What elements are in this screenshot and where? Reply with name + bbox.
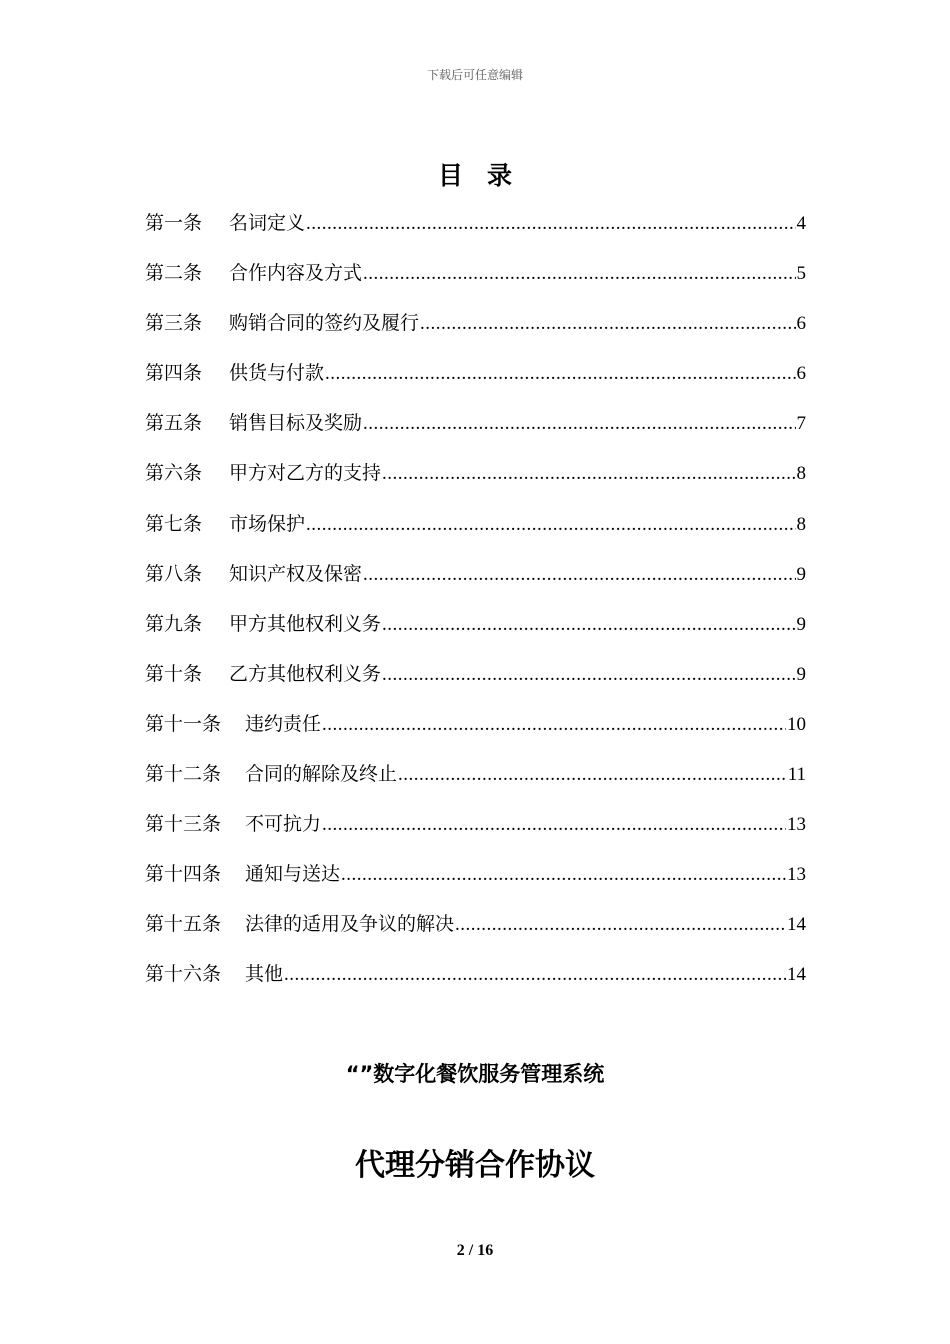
toc-entry-label: 甲方其他权利义务 [229, 612, 382, 635]
toc-entry[interactable] [145, 549, 806, 599]
toc-entry[interactable] [145, 499, 806, 549]
page-number: 2 / 16 [456, 1242, 494, 1259]
toc-entry[interactable] [145, 298, 806, 348]
toc-entry-label: 销售目标及奖励 [229, 412, 363, 435]
toc-leader-dots [382, 449, 795, 499]
toc-entry-page: 5 [796, 263, 806, 285]
toc-entry-page: 10 [787, 713, 806, 735]
toc-entry[interactable] [145, 949, 806, 999]
toc-leader-dots [420, 299, 795, 349]
toc-entry[interactable] [145, 448, 806, 498]
toc-entry-number: 第十三条 [145, 813, 222, 836]
toc-entry-number: 第二条 [145, 262, 203, 285]
header-note: 下载后可任意编辑 [426, 68, 523, 82]
toc-entry-label: 甲方对乙方的支持 [229, 462, 382, 485]
toc-leader-dots [382, 650, 795, 700]
toc-entry-page: 6 [796, 363, 806, 385]
toc-entry-number: 第三条 [145, 312, 203, 335]
document-subtitle: “”数字化餐饮服务管理系统 [345, 1062, 605, 1086]
toc-entry[interactable] [145, 849, 806, 899]
toc-entry-number: 第五条 [145, 412, 203, 435]
toc-entry[interactable] [145, 899, 806, 949]
toc-entry-label: 供货与付款 [229, 362, 325, 385]
toc-entry-page: 6 [796, 313, 806, 335]
toc-entry-number: 第十五条 [145, 913, 222, 936]
toc-entry-label: 知识产权及保密 [229, 562, 363, 585]
toc-entry-page: 8 [796, 513, 806, 535]
toc-entry-page: 14 [787, 914, 806, 936]
toc-entry-number: 第十四条 [145, 863, 222, 886]
toc-leader-dots [284, 950, 786, 1000]
toc-entry[interactable] [145, 348, 806, 398]
toc-entry-label: 不可抗力 [245, 813, 322, 836]
toc-leader-dots [306, 199, 795, 249]
toc-entry-number: 第十二条 [145, 763, 222, 786]
toc-entry[interactable] [145, 198, 806, 248]
toc-entry-page: 13 [787, 864, 806, 886]
toc-entry-label: 违约责任 [245, 712, 322, 735]
toc-entry-label: 通知与送达 [245, 863, 341, 886]
toc-entry-page: 7 [796, 413, 806, 435]
toc-entry-number: 第七条 [145, 512, 203, 535]
toc-entry-page: 9 [796, 563, 806, 585]
toc-entry-page: 14 [787, 964, 806, 986]
toc-entry-number: 第八条 [145, 562, 203, 585]
toc-entry-number: 第一条 [145, 212, 203, 234]
toc-entry-number: 第六条 [145, 462, 203, 485]
toc-leader-dots [382, 600, 795, 650]
table-of-contents [145, 198, 806, 1000]
toc-entry-label: 其他 [245, 963, 284, 986]
toc-entry[interactable] [145, 398, 806, 448]
toc-entry-page: 8 [796, 463, 806, 485]
toc-leader-dots [341, 850, 786, 900]
toc-entry[interactable] [145, 699, 806, 749]
toc-leader-dots [398, 750, 787, 800]
toc-leader-dots [322, 800, 786, 850]
toc-entry-number: 第十一条 [145, 712, 222, 735]
toc-entry-label: 合同的解除及终止 [245, 763, 398, 786]
toc-title: 目录 [437, 161, 536, 190]
toc-leader-dots [325, 349, 795, 399]
toc-entry-page: 9 [796, 663, 806, 685]
toc-entry[interactable] [145, 599, 806, 649]
toc-leader-dots [322, 700, 786, 750]
toc-leader-dots [306, 500, 795, 550]
toc-leader-dots [363, 249, 795, 299]
toc-entry-label: 合作内容及方式 [229, 262, 363, 285]
toc-entry-page: 13 [787, 814, 806, 836]
toc-entry-number: 第十六条 [145, 963, 222, 986]
toc-entry-number: 第四条 [145, 362, 203, 385]
toc-leader-dots [363, 550, 795, 600]
document-title: 代理分销合作协议 [355, 1148, 595, 1183]
toc-entry[interactable] [145, 799, 806, 849]
toc-leader-dots [363, 399, 795, 449]
toc-entry-page: 9 [796, 613, 806, 635]
toc-entry[interactable] [145, 649, 806, 699]
toc-entry-label: 购销合同的签约及履行 [229, 312, 420, 335]
toc-entry-number: 第十条 [145, 662, 203, 685]
toc-entry-label: 乙方其他权利义务 [229, 662, 382, 685]
toc-entry[interactable] [145, 248, 806, 298]
toc-entry-label: 名词定义 [229, 212, 306, 234]
toc-entry-number: 第九条 [145, 612, 203, 635]
toc-entry-label: 市场保护 [229, 512, 306, 535]
toc-entry[interactable] [145, 749, 806, 799]
toc-entry-label: 法律的适用及争议的解决 [245, 913, 455, 936]
toc-leader-dots [455, 900, 786, 950]
toc-entry-page: 4 [796, 213, 806, 234]
toc-entry-page: 11 [787, 764, 806, 786]
